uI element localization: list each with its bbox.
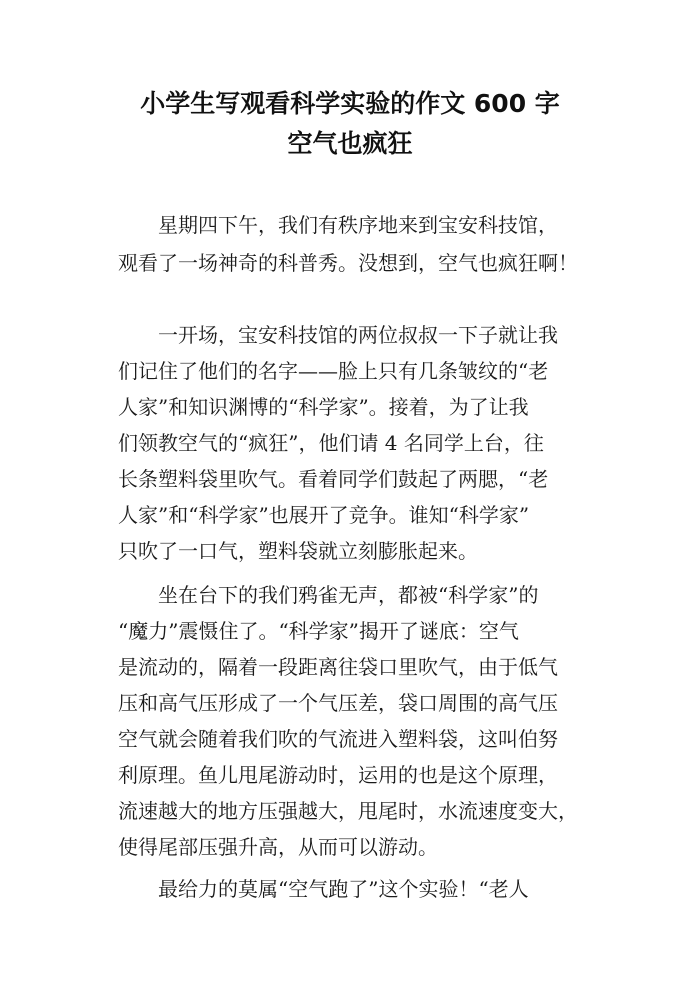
text-line: 是流动的，隔着一段距离往袋口里吹气，由于低气: [118, 655, 558, 679]
text-line: 利原理。鱼儿甩尾游动时，运用的也是这个原理，: [118, 763, 558, 787]
text-line: 长条塑料袋里吹气。看着同学们鼓起了两腮，“老: [118, 467, 549, 491]
text-line: 空气就会随着我们吹的气流进入塑料袋，这叫伯努: [118, 727, 558, 751]
text-line: 坐在台下的我们鸦雀无声，都被“科学家”的: [158, 583, 539, 607]
text-line: 压和高气压形成了一个气压差，袋口周围的高气压: [118, 691, 558, 715]
text-line: 星期四下午，我们有秩序地来到宝安科技馆，: [158, 213, 558, 237]
text-line: 最给力的莫属“空气跑了”这个实验！“老人: [158, 877, 529, 901]
page-subtitle: 空气也疯狂: [287, 129, 413, 158]
text-line: 人家”和知识渊博的“科学家”。接着，为了让我: [118, 395, 529, 419]
text-line: 观看了一场神奇的科普秀。没想到，空气也疯狂啊！: [118, 251, 578, 275]
text-line: 们记住了他们的名字——脸上只有几条皱纹的“老: [118, 359, 549, 383]
text-line: “魔力”震慑住了。“科学家”揭开了谜底：空气: [118, 619, 519, 643]
text-line: 只吹了一口气，塑料袋就立刻膨胀起来。: [118, 539, 478, 563]
text-line: 流速越大的地方压强越大，甩尾时，水流速度变大，: [118, 799, 578, 823]
text-line: 人家”和“科学家”也展开了竞争。谁知“科学家”: [118, 503, 530, 527]
text-line: 们领教空气的“疯狂”，他们请 4 名同学上台，往: [118, 431, 544, 455]
text-line: 一开场，宝安科技馆的两位叔叔一下子就让我: [158, 323, 558, 347]
text-line: 使得尾部压强升高，从而可以游动。: [118, 835, 438, 859]
page-title: 小学生写观看科学实验的作文 600 字: [140, 89, 560, 118]
